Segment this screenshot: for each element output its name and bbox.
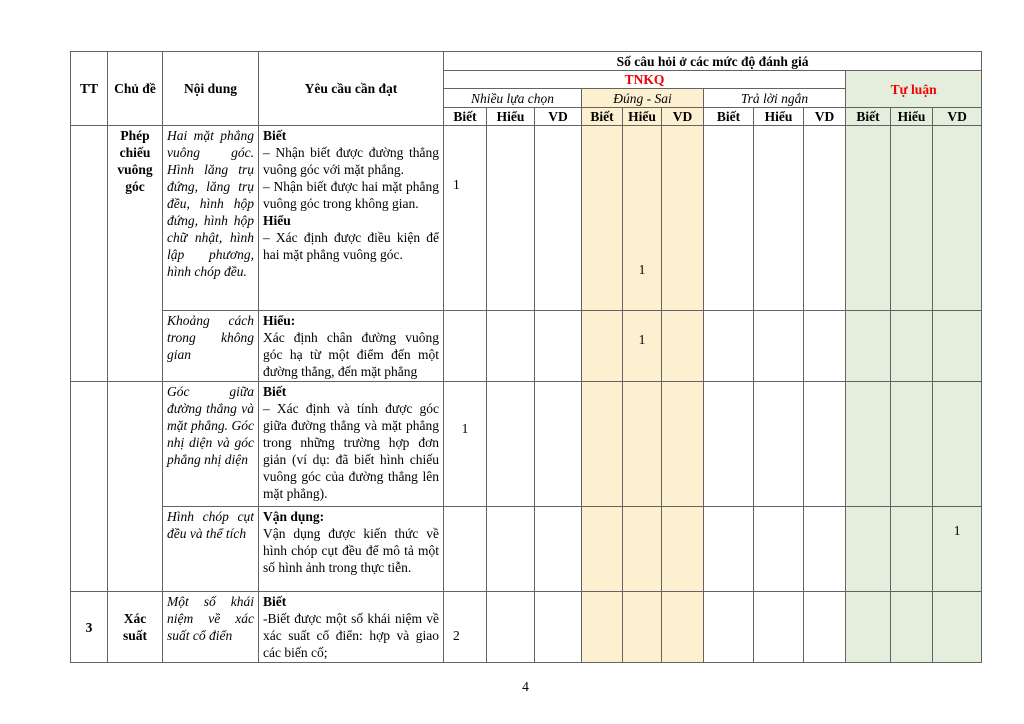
count-cell	[487, 382, 535, 507]
count-cell	[535, 311, 582, 382]
count-cell	[444, 311, 487, 382]
col-header-tt: TT	[71, 52, 108, 126]
count-cell	[933, 126, 982, 311]
group-header-tra-loi-ngan: Trả lời ngắn	[704, 89, 846, 108]
count-cell	[754, 382, 804, 507]
count-cell	[582, 382, 623, 507]
count-cell	[704, 592, 754, 663]
level-header-biet: Biết	[704, 108, 754, 126]
col-header-noi-dung: Nội dung	[163, 52, 259, 126]
chu-de-cell	[108, 382, 163, 592]
count-cell	[582, 507, 623, 592]
count-cell: 1	[623, 126, 662, 311]
page-number: 4	[522, 679, 529, 694]
count-cell	[704, 507, 754, 592]
level-header-hieu: Hiểu	[754, 108, 804, 126]
count-cell	[846, 592, 891, 663]
tt-cell	[71, 382, 108, 592]
requirement-line: Vận dụng được kiến thức về hình chóp cụt đều để mô tả một số hình ảnh trong thực tiễn.	[263, 526, 439, 575]
count-cell	[891, 592, 933, 663]
count-cell	[804, 507, 846, 592]
count-cell	[535, 126, 582, 311]
count-cell	[623, 507, 662, 592]
count-cell	[933, 311, 982, 382]
count-cell	[623, 382, 662, 507]
count-cell	[754, 592, 804, 663]
count-cell	[933, 592, 982, 663]
count-cell	[582, 126, 623, 311]
noi-dung-cell: Góc giữa đường thẳng và mặt phẳng. Góc nhị diện và góc phẳng nhị diện	[163, 382, 259, 507]
level-header-vd: VD	[662, 108, 704, 126]
count-cell	[804, 126, 846, 311]
count-cell	[704, 382, 754, 507]
requirement-line: Xác định chân đường vuông góc hạ từ một điểm đến một đường thẳng, đến mặt phẳng	[263, 330, 439, 379]
count-cell	[487, 592, 535, 663]
requirement-heading: Biết	[263, 384, 287, 399]
count-cell	[487, 311, 535, 382]
level-header-hieu: Hiểu	[623, 108, 662, 126]
noi-dung-cell: Hai mặt phẳng vuông góc. Hình lăng trụ đứng, lăng trụ đều, hình hộp đứng, hình hộp chữ nhật, hình lập phương, hình chóp đều.	[163, 126, 259, 311]
count-cell	[804, 311, 846, 382]
count-cell	[891, 126, 933, 311]
count-cell	[754, 126, 804, 311]
yeu-cau-cell	[259, 382, 444, 507]
level-header-vd: VD	[535, 108, 582, 126]
yeu-cau-cell	[259, 507, 444, 592]
count-cell	[535, 592, 582, 663]
chu-de-cell: Xác suất	[108, 592, 163, 663]
yeu-cau-cell	[259, 592, 444, 663]
col-header-yeu-cau: Yêu cầu cần đạt	[259, 52, 444, 126]
level-header-biet: Biết	[846, 108, 891, 126]
count-cell	[933, 382, 982, 507]
requirement-heading: Biết	[263, 594, 287, 609]
tt-cell	[71, 126, 108, 382]
count-cell	[662, 507, 704, 592]
count-cell	[662, 311, 704, 382]
requirement-heading: Hiểu	[263, 213, 291, 228]
tt-cell: 3	[71, 592, 108, 663]
count-cell	[846, 311, 891, 382]
requirement-line: – Xác định được điều kiện để hai mặt phẳng vuông góc.	[263, 230, 439, 262]
noi-dung-cell: Khoảng cách trong không gian	[163, 311, 259, 382]
header-tnkq: TNKQ	[444, 71, 846, 89]
count-cell	[891, 507, 933, 592]
count-cell	[804, 592, 846, 663]
requirement-heading: Biết	[263, 128, 287, 143]
chu-de-cell: Phép chiếu vuông góc	[108, 126, 163, 382]
count-cell	[444, 507, 487, 592]
count-cell	[846, 507, 891, 592]
count-cell	[846, 126, 891, 311]
noi-dung-cell: Một số khái niệm về xác suất cổ điển	[163, 592, 259, 663]
yeu-cau-cell	[259, 126, 444, 311]
count-cell	[754, 507, 804, 592]
yeu-cau-cell	[259, 311, 444, 382]
level-header-hieu: Hiểu	[487, 108, 535, 126]
count-cell	[623, 592, 662, 663]
count-cell	[662, 126, 704, 311]
count-cell	[704, 126, 754, 311]
col-header-chu-de: Chủ đề	[108, 52, 163, 126]
count-cell: 2	[444, 592, 487, 663]
requirement-heading: Vận dụng:	[263, 509, 325, 524]
header-so-cau-hoi: Số câu hỏi ở các mức độ đánh giá	[444, 52, 982, 71]
count-cell: 1	[444, 382, 487, 507]
count-cell	[487, 507, 535, 592]
level-header-biet: Biết	[444, 108, 487, 126]
level-header-vd: VD	[933, 108, 982, 126]
requirement-line: – Nhận biết được hai mặt phẳng vuông góc trong không gian.	[263, 179, 439, 211]
count-cell	[754, 311, 804, 382]
count-cell	[582, 311, 623, 382]
count-cell	[846, 382, 891, 507]
requirement-line: – Xác định và tính được góc giữa đường thẳng và mặt phẳng trong những trường hợp đơn giản (ví dụ: đã biết hình chiếu vuông góc của đường thẳng lên mặt phẳng).	[263, 401, 439, 501]
count-cell	[487, 126, 535, 311]
requirement-line: -Biết được một số khái niệm về xác suất cổ điển: hợp và giao các biến cố;	[263, 611, 439, 660]
count-cell	[662, 592, 704, 663]
count-cell	[891, 311, 933, 382]
count-cell: 1	[933, 507, 982, 592]
assessment-matrix-table	[70, 51, 982, 663]
count-cell	[582, 592, 623, 663]
requirement-line: – Nhận biết được đường thẳng vuông góc với mặt phẳng.	[263, 145, 439, 177]
level-header-vd: VD	[804, 108, 846, 126]
header-tu-luan: Tự luận	[846, 71, 982, 108]
count-cell	[704, 311, 754, 382]
count-cell	[662, 382, 704, 507]
count-cell	[535, 382, 582, 507]
level-header-biet: Biết	[582, 108, 623, 126]
count-cell	[535, 507, 582, 592]
count-cell: 1	[623, 311, 662, 382]
count-cell	[891, 382, 933, 507]
level-header-hieu: Hiểu	[891, 108, 933, 126]
count-cell	[804, 382, 846, 507]
group-header-dung-sai: Đúng - Sai	[582, 89, 704, 108]
group-header-nhieu-lua-chon: Nhiều lựa chọn	[444, 89, 582, 108]
noi-dung-cell: Hình chóp cụt đều và thể tích	[163, 507, 259, 592]
requirement-heading: Hiểu:	[263, 313, 296, 328]
count-cell: 1	[444, 126, 487, 311]
